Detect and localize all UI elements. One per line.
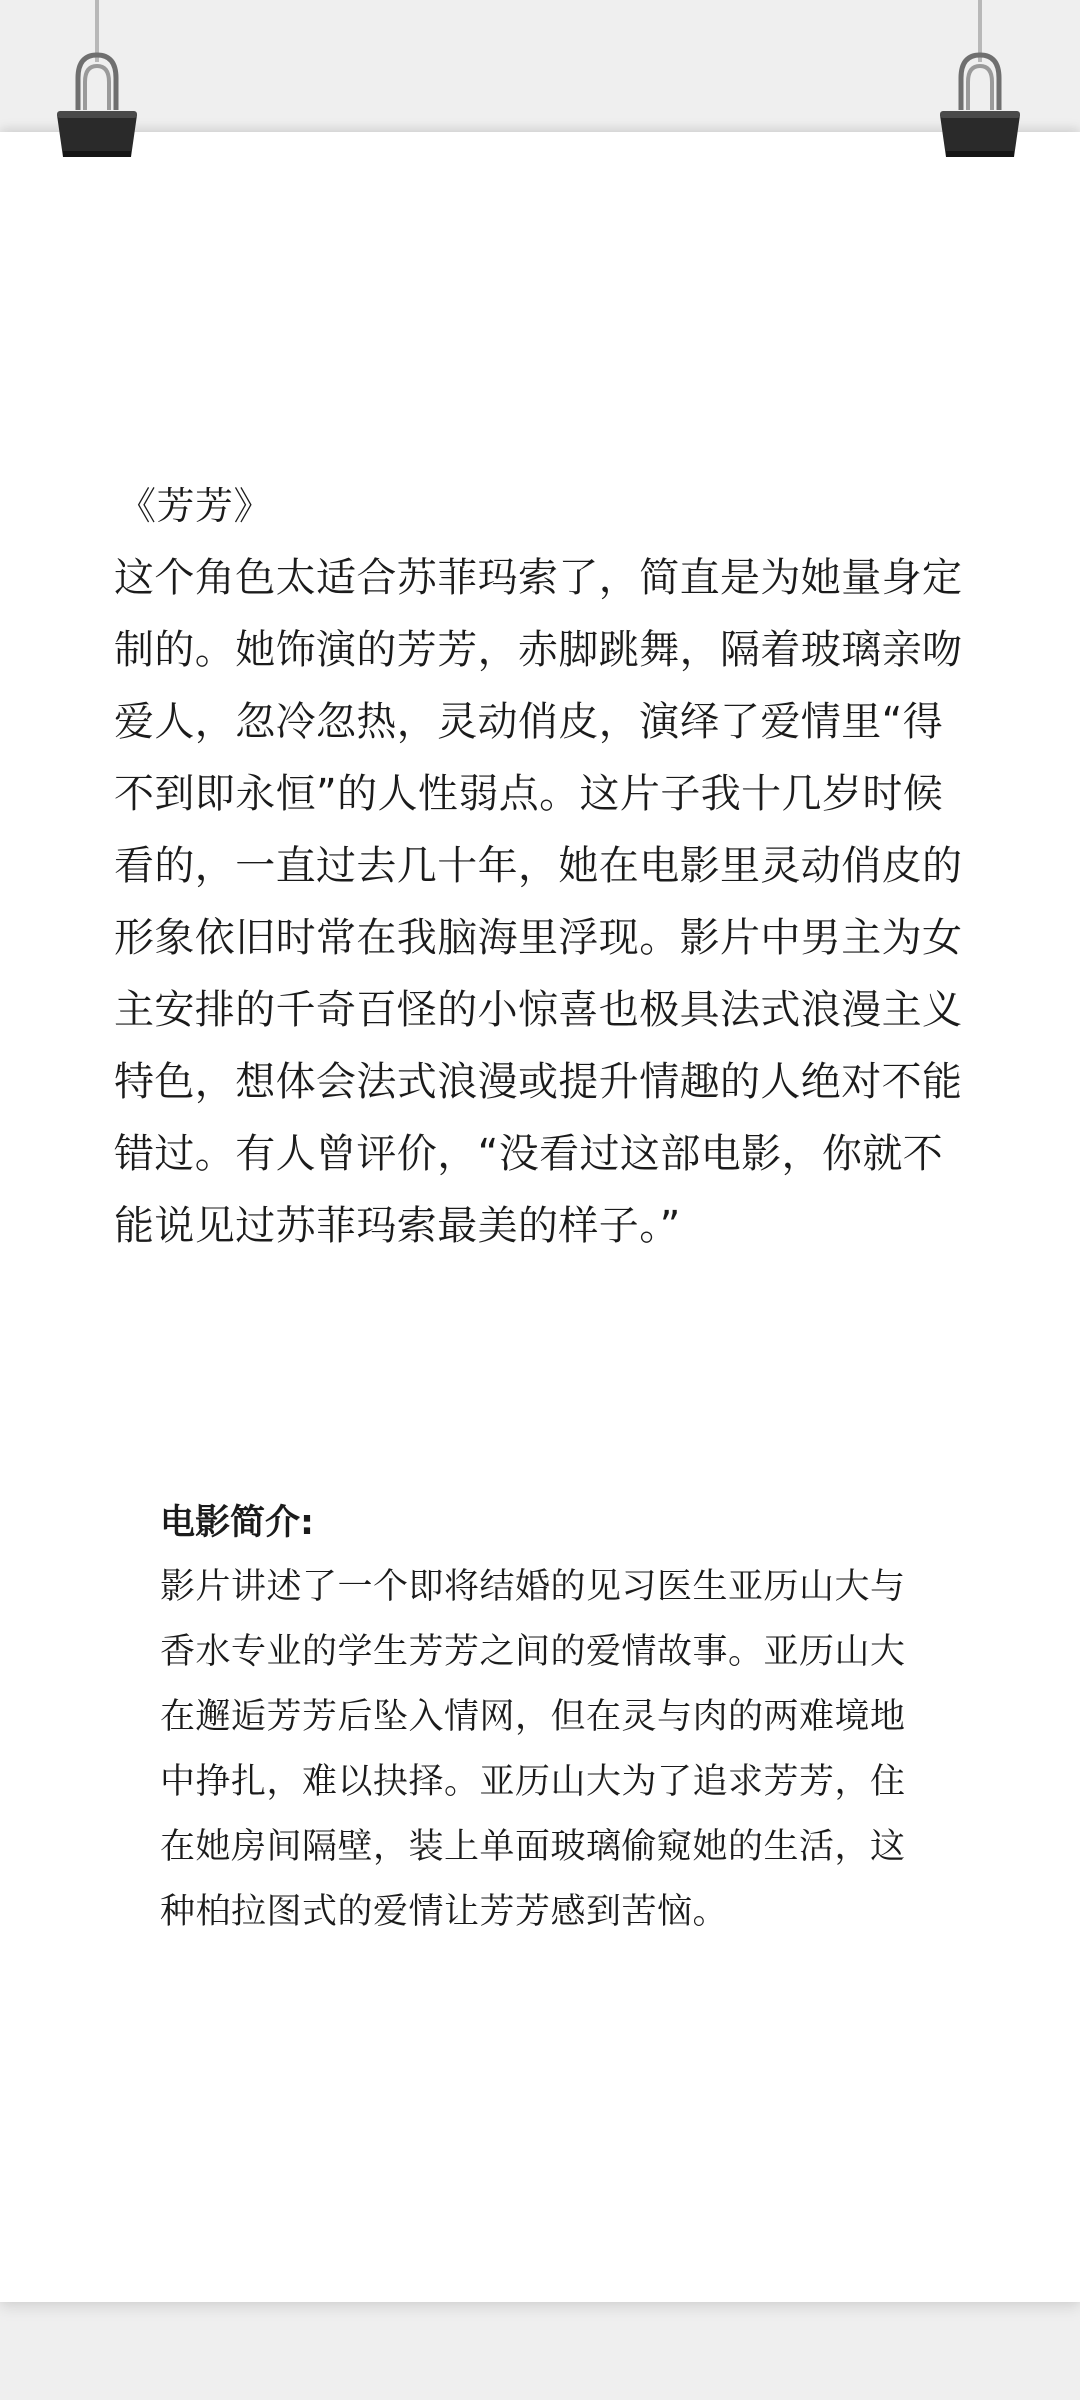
binder-clip-icon <box>47 0 147 165</box>
intro-title: 电影简介: <box>160 1503 314 1543</box>
intro-body: 影片讲述了一个即将结婚的见习医生亚历山大与香水专业的学生芳芳之间的爱情故事。亚历山大在邂逅芳芳后坠入情网，但在灵与肉的两难境地中挣扎，难以抉择。亚历山大为了追求芳芳，住在她房间隔壁，装上单面玻璃偷窥她的生活，这种柏拉图式的爱情让芳芳感到苦恼。 <box>160 1567 906 1932</box>
article-body: 这个角色太适合苏菲玛索了，简直是为她量身定制的。她饰演的芳芳，赤脚跳舞，隔着玻璃亲吻爱人，忽冷忽热，灵动俏皮，演绎了爱情里“得不到即永恒”的人性弱点。这片子我十几岁时候看的，一直过去几十年，她在电影里灵动俏皮的形象依旧时常在我脑海里浮现。影片中男主为女主安排的千奇百怪的小惊喜也极具法式浪漫主义特色，想体会法式浪漫或提升情趣的人绝对不能错过。有人曾评价，“没看过这部电影，你就不能说见过苏菲玛索最美的样子。” <box>114 555 963 1249</box>
binder-clip-icon <box>930 0 1030 165</box>
article-title: 《芳芳》 <box>118 484 273 528</box>
